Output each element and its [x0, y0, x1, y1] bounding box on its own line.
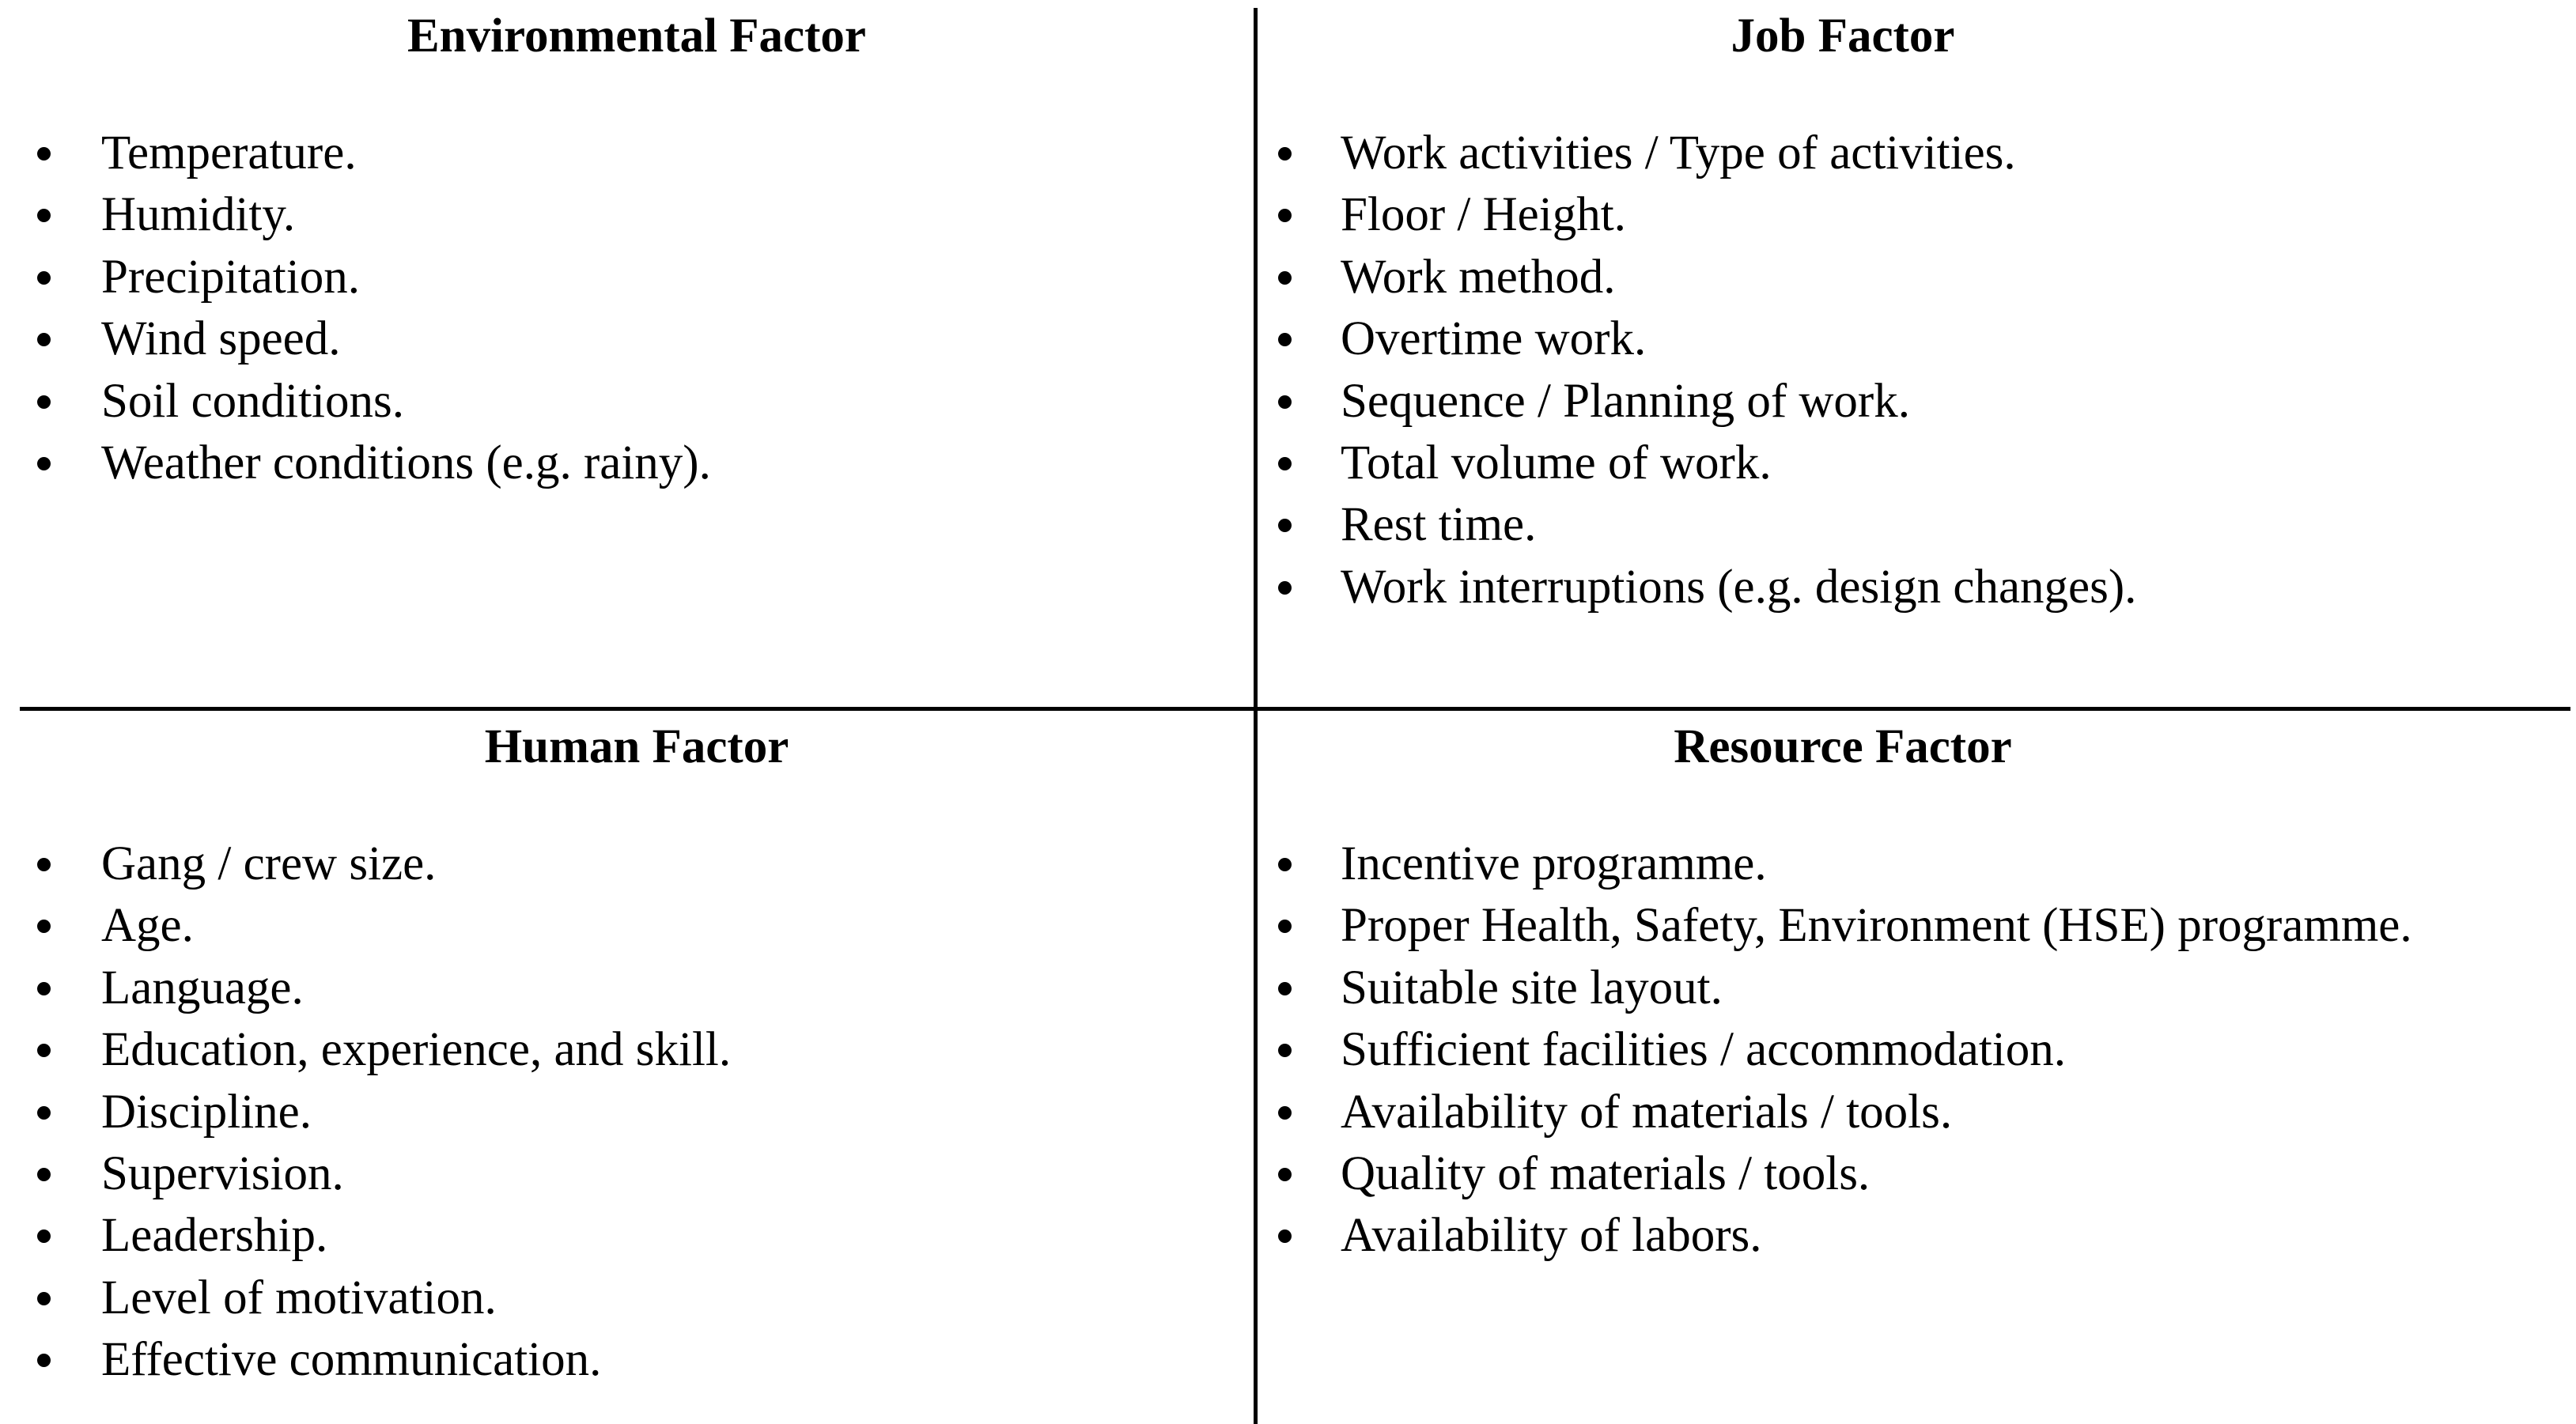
- bullet-icon: [1278, 1229, 1292, 1243]
- environmental-factor-list: [20, 123, 711, 494]
- resource-factor-title: Resource Factor: [1674, 720, 2012, 773]
- list-item: [1258, 1019, 2412, 1081]
- list-item-text: Effective communication.: [101, 1333, 602, 1387]
- list-item-text: Availability of materials / tools.: [1341, 1085, 1953, 1139]
- bullet-icon: [37, 271, 51, 285]
- list-item-text: Precipitation.: [101, 250, 360, 304]
- bullet-icon: [1278, 581, 1292, 595]
- list-item-text: Level of motivation.: [101, 1271, 497, 1324]
- list-item: [1258, 557, 2136, 618]
- list-item-text: Temperature.: [101, 127, 357, 179]
- list-item-text: Incentive programme.: [1341, 837, 1767, 890]
- bullet-icon: [37, 395, 51, 409]
- list-item: [20, 1267, 731, 1329]
- environmental-factor-title: Environmental Factor: [407, 9, 866, 62]
- bullet-icon: [37, 1354, 51, 1367]
- list-item: [1258, 1082, 2412, 1143]
- bullet-icon: [1278, 457, 1292, 470]
- bullet-icon: [37, 1106, 51, 1120]
- list-item-text: Work interruptions (e.g. design changes).: [1341, 560, 2137, 614]
- list-item: [20, 123, 711, 184]
- list-item: [1258, 1205, 2412, 1267]
- bullet-icon: [37, 209, 51, 222]
- list-item-text: Work activities / Type of activities.: [1341, 127, 2016, 179]
- list-item: [20, 1019, 731, 1081]
- human-factor-title: Human Factor: [484, 720, 789, 773]
- bullet-icon: [1278, 147, 1292, 161]
- list-item: [20, 184, 711, 246]
- list-item: [20, 1205, 731, 1267]
- list-item-text: Language.: [101, 961, 304, 1014]
- bullet-icon: [1278, 858, 1292, 871]
- job-factor-list: [1258, 123, 2136, 618]
- list-item: [1258, 184, 2136, 246]
- bullet-icon: [1278, 1044, 1292, 1057]
- list-item-text: Overtime work.: [1341, 312, 1647, 366]
- list-item-text: Total volume of work.: [1341, 436, 1772, 489]
- bullet-icon: [1278, 209, 1292, 222]
- list-item-text: Work method.: [1341, 250, 1616, 304]
- list-item-text: Wind speed.: [101, 312, 341, 366]
- bullet-icon: [1278, 920, 1292, 933]
- list-item: [1258, 371, 2136, 432]
- list-item-text: Rest time.: [1341, 498, 1537, 552]
- bullet-icon: [37, 858, 51, 871]
- list-item: [1258, 432, 2136, 494]
- bullet-icon: [1278, 333, 1292, 346]
- bullet-icon: [37, 1044, 51, 1057]
- list-item-text: Weather conditions (e.g. rainy).: [101, 436, 711, 489]
- bullet-icon: [37, 1168, 51, 1181]
- list-item-text: Leadership.: [101, 1209, 328, 1263]
- list-item: [20, 1329, 731, 1391]
- list-item-text: Discipline.: [101, 1085, 312, 1139]
- bullet-icon: [1278, 1168, 1292, 1181]
- list-item-text: Humidity.: [101, 188, 296, 242]
- list-item: [20, 432, 711, 494]
- list-item-text: Proper Health, Safety, Environment (HSE) programme.: [1341, 899, 2412, 953]
- list-item-text: Floor / Height.: [1341, 188, 1626, 242]
- bullet-icon: [1278, 982, 1292, 995]
- list-item-text: Suitable site layout.: [1341, 961, 1723, 1014]
- list-item-text: Quality of materials / tools.: [1341, 1146, 1871, 1200]
- list-item-text: Soil conditions.: [101, 374, 404, 428]
- list-item: [1258, 958, 2412, 1019]
- list-item-text: Gang / crew size.: [101, 837, 437, 890]
- bullet-icon: [37, 920, 51, 933]
- list-item: [20, 247, 711, 308]
- list-item: [20, 308, 711, 370]
- bullet-icon: [37, 333, 51, 346]
- resource-factor-list: [1258, 833, 2412, 1267]
- list-item: [20, 371, 711, 432]
- list-item-text: Supervision.: [101, 1146, 344, 1200]
- list-item: [20, 833, 731, 895]
- list-item: [20, 1143, 731, 1205]
- list-item: [1258, 833, 2412, 895]
- list-item: [20, 895, 731, 957]
- list-item: [1258, 895, 2412, 957]
- list-item: [1258, 308, 2136, 370]
- bullet-icon: [1278, 519, 1292, 532]
- list-item: [20, 1082, 731, 1143]
- resource-factor-quadrant: [1258, 711, 2570, 1424]
- list-item: [20, 958, 731, 1019]
- list-item: [1258, 494, 2136, 556]
- human-factor-list: [20, 833, 731, 1392]
- bullet-icon: [1278, 271, 1292, 285]
- bullet-icon: [1278, 395, 1292, 409]
- list-item-text: Age.: [101, 899, 194, 953]
- list-item: [1258, 123, 2136, 184]
- list-item-text: Availability of labors.: [1341, 1209, 1762, 1263]
- human-factor-quadrant: [20, 711, 1254, 1424]
- list-item-text: Education, experience, and skill.: [101, 1023, 732, 1077]
- bullet-icon: [37, 982, 51, 995]
- bullet-icon: [1278, 1106, 1292, 1120]
- job-factor-title: Job Factor: [1731, 9, 1955, 62]
- environmental-factor-quadrant: [20, 0, 1254, 707]
- list-item: [1258, 1143, 2412, 1205]
- list-item: [1258, 247, 2136, 308]
- bullet-icon: [37, 147, 51, 161]
- job-factor-quadrant: [1258, 0, 2570, 707]
- bullet-icon: [37, 457, 51, 470]
- bullet-icon: [37, 1229, 51, 1243]
- list-item-text: Sufficient facilities / accommodation.: [1341, 1023, 2066, 1077]
- list-item-text: Sequence / Planning of work.: [1341, 374, 1910, 428]
- bullet-icon: [37, 1292, 51, 1305]
